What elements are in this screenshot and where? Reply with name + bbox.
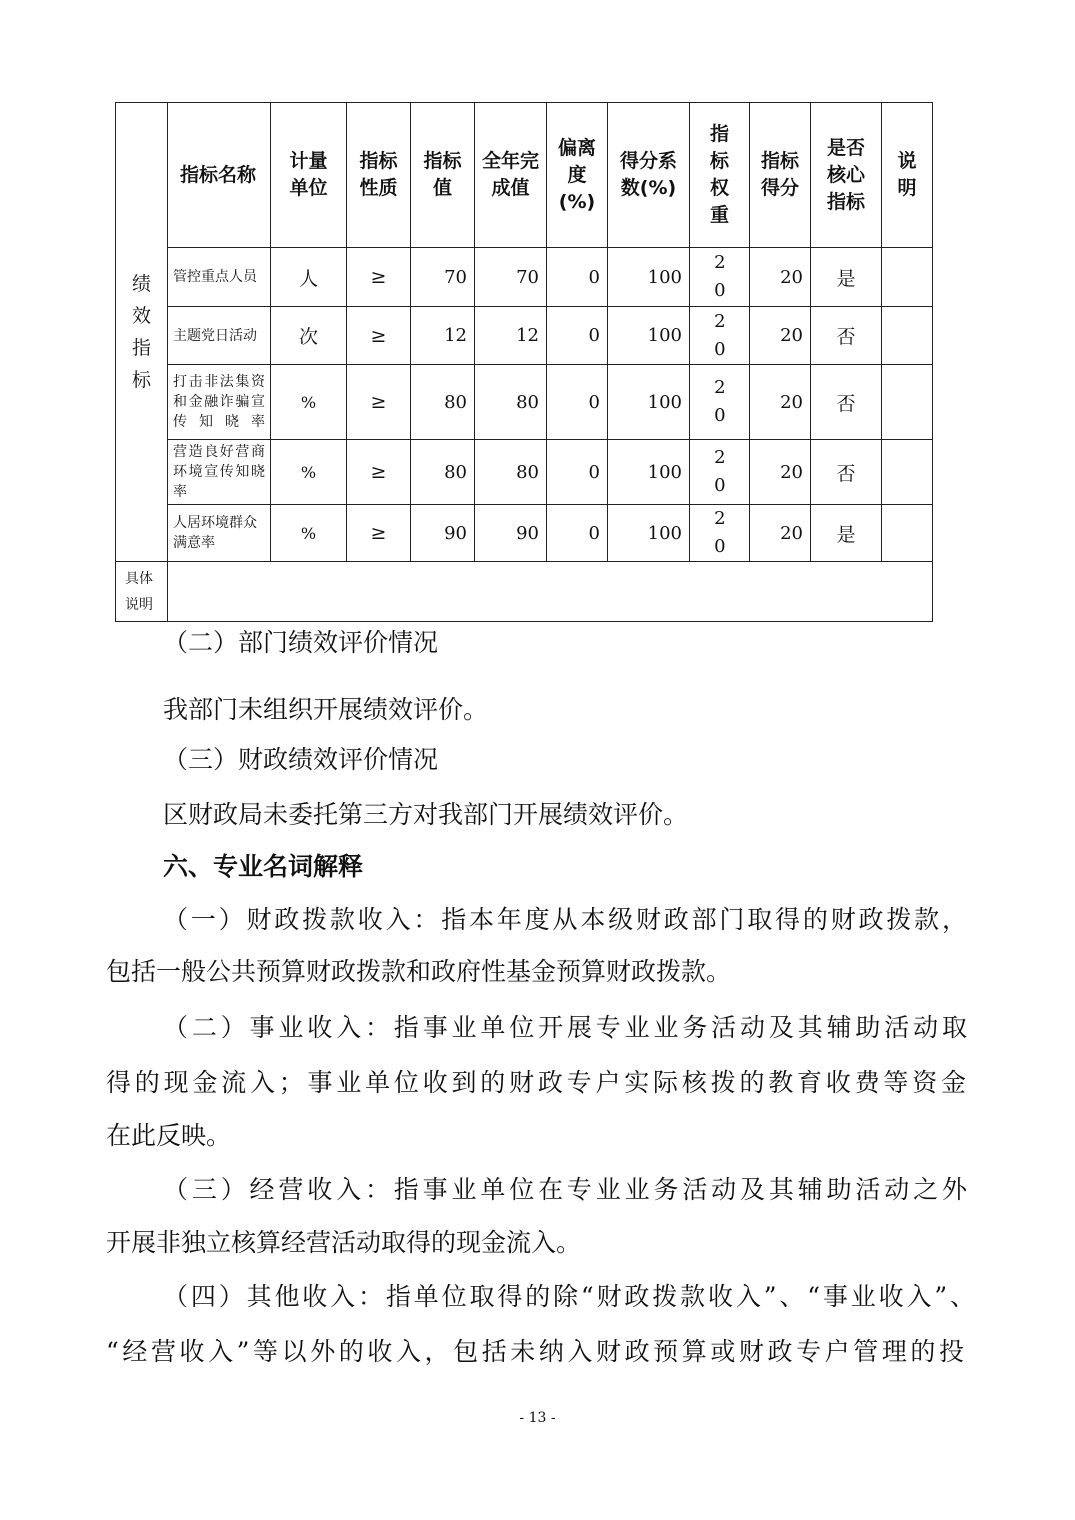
table-row [116, 248, 933, 307]
actual-value: 90 [475, 505, 547, 562]
note [882, 505, 933, 562]
paragraph-line: 得的现金流入；事业单位收到的财政专户实际核拨的教育收费等资金 [106, 1068, 970, 1097]
indicator-name: 营造良好营商环境宣传知晓率 [168, 440, 271, 505]
page-number: - 13 - [519, 1410, 556, 1426]
core-flag: 是 [811, 248, 882, 307]
score: 20 [750, 248, 811, 307]
coefficient: 100 [608, 248, 690, 307]
score: 20 [750, 505, 811, 562]
deviation: 0 [547, 307, 608, 365]
weight: 20 [690, 505, 750, 562]
paragraph-line: （二）部门绩效评价情况 [163, 628, 439, 657]
header-actual: 全年完成值 [475, 103, 547, 248]
header-unit: 计量单位 [271, 103, 347, 248]
coefficient: 100 [608, 365, 690, 440]
note [882, 307, 933, 365]
paragraph-line: 开展非独立核算经营活动取得的现金流入。 [106, 1228, 582, 1257]
header-score: 指标得分 [750, 103, 811, 248]
nature: ≥ [347, 440, 411, 505]
paragraph-line: “经营收入”等以外的收入，包括未纳入财政预算或财政专户管理的投 [106, 1337, 968, 1366]
desc-label: 具体说明 [116, 562, 168, 622]
section-heading: 六、专业名词解释 [163, 852, 364, 881]
deviation: 0 [547, 505, 608, 562]
paragraph-line: （二）事业收入：指事业单位开展专业业务活动及其辅助活动取 [163, 1013, 971, 1042]
actual-value: 80 [475, 365, 547, 440]
target-value: 80 [411, 440, 475, 505]
side-label-cell [116, 103, 168, 562]
target-value: 80 [411, 365, 475, 440]
core-flag: 否 [811, 365, 882, 440]
header-note: 说明 [882, 103, 933, 248]
deviation: 0 [547, 248, 608, 307]
actual-value: 70 [475, 248, 547, 307]
header-deviation: 偏离度(%) [547, 103, 608, 248]
paragraph-line: （三）财政绩效评价情况 [163, 745, 439, 774]
table-row [116, 505, 933, 562]
paragraph-line: 区财政局未委托第三方对我部门开展绩效评价。 [163, 800, 689, 829]
header-core: 是否核心指标 [811, 103, 882, 248]
core-flag: 否 [811, 440, 882, 505]
weight: 20 [690, 365, 750, 440]
weight: 20 [690, 307, 750, 365]
table-row [116, 365, 933, 440]
unit: % [271, 505, 347, 562]
table-header-row [116, 103, 933, 248]
nature: ≥ [347, 307, 411, 365]
actual-value: 80 [475, 440, 547, 505]
header-weight: 指标权重 [690, 103, 750, 248]
score: 20 [750, 365, 811, 440]
header-indicator-name: 指标名称 [168, 103, 271, 248]
actual-value: 12 [475, 307, 547, 365]
coefficient: 100 [608, 440, 690, 505]
header-target: 指标值 [411, 103, 475, 248]
nature: ≥ [347, 505, 411, 562]
note [882, 440, 933, 505]
header-nature: 指标性质 [347, 103, 411, 248]
indicator-name: 打击非法集资和金融诈骗宣传知晓率 [168, 365, 271, 440]
unit: 人 [271, 248, 347, 307]
header-coefficient: 得分系数(%) [608, 103, 690, 248]
indicator-name: 管控重点人员 [168, 248, 271, 307]
nature: ≥ [347, 365, 411, 440]
side-label: 绩效指标 [132, 273, 152, 391]
score: 20 [750, 440, 811, 505]
coefficient: 100 [608, 307, 690, 365]
core-flag: 是 [811, 505, 882, 562]
note [882, 248, 933, 307]
weight: 20 [690, 440, 750, 505]
table-row [116, 307, 933, 365]
score: 20 [750, 307, 811, 365]
paragraph-line: （四）其他收入：指单位取得的除“财政拨款收入”、“事业收入”、 [163, 1282, 978, 1311]
paragraph-line: （一）财政拨款收入：指本年度从本级财政部门取得的财政拨款， [163, 905, 970, 934]
deviation: 0 [547, 365, 608, 440]
deviation: 0 [547, 440, 608, 505]
weight: 20 [690, 248, 750, 307]
core-flag: 否 [811, 307, 882, 365]
paragraph-line: （三）经营收入：指事业单位在专业业务活动及其辅助活动之外 [163, 1175, 971, 1204]
indicator-name: 人居环境群众满意率 [168, 505, 271, 562]
desc-value [168, 562, 933, 622]
target-value: 70 [411, 248, 475, 307]
coefficient: 100 [608, 505, 690, 562]
table-row [116, 440, 933, 505]
unit: % [271, 365, 347, 440]
paragraph-line: 包括一般公共预算财政拨款和政府性基金预算财政拨款。 [106, 957, 732, 986]
desc-row [116, 562, 933, 622]
unit: 次 [271, 307, 347, 365]
target-value: 12 [411, 307, 475, 365]
nature: ≥ [347, 248, 411, 307]
unit: % [271, 440, 347, 505]
paragraph-line: 在此反映。 [106, 1121, 232, 1150]
performance-indicator-table [115, 102, 933, 622]
indicator-name: 主题党日活动 [168, 307, 271, 365]
note [882, 365, 933, 440]
target-value: 90 [411, 505, 475, 562]
paragraph-line: 我部门未组织开展绩效评价。 [163, 695, 489, 724]
